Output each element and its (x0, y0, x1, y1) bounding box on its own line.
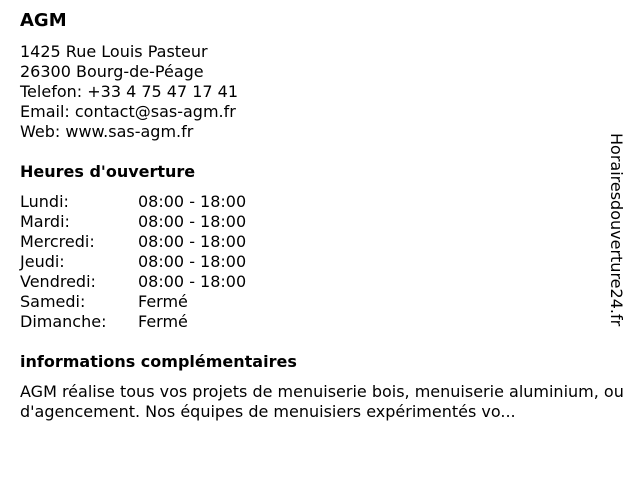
opening-hours-table (20, 192, 620, 332)
business-card (20, 10, 624, 422)
additional-info-heading: informations complémentaires (20, 352, 297, 371)
hours-row-sunday (20, 312, 620, 332)
additional-info-text: AGM réalise tous vos projets de menuiserie bois, menuiserie aluminium, ou d'agencement. Nos équipes de menuisiers expérimentés vo... (20, 382, 624, 421)
address-city: 26300 Bourg-de-Péage (20, 62, 204, 81)
hours-time: 08:00 - 18:00 (138, 272, 247, 291)
hours-row-monday (20, 192, 620, 212)
website: Web: www.sas-agm.fr (20, 122, 194, 141)
contact-block (20, 42, 620, 142)
hours-row-saturday (20, 292, 620, 312)
hours-time: 08:00 - 18:00 (138, 232, 247, 251)
hours-day: Mardi: (20, 212, 70, 231)
company-name: AGM (20, 10, 67, 31)
hours-time: 08:00 - 18:00 (138, 192, 247, 211)
hours-time: Fermé (138, 292, 188, 311)
email-address: Email: contact@sas-agm.fr (20, 102, 236, 121)
hours-day: Vendredi: (20, 272, 96, 291)
hours-time: 08:00 - 18:00 (138, 212, 247, 231)
hours-row-wednesday (20, 232, 620, 252)
hours-row-tuesday (20, 212, 620, 232)
phone-number: Telefon: +33 4 75 47 17 41 (20, 82, 239, 101)
hours-day: Dimanche: (20, 312, 107, 331)
hours-day: Jeudi: (20, 252, 65, 271)
hours-day: Samedi: (20, 292, 86, 311)
hours-time: 08:00 - 18:00 (138, 252, 247, 271)
address-street: 1425 Rue Louis Pasteur (20, 42, 208, 61)
opening-hours-heading: Heures d'ouverture (20, 162, 196, 181)
hours-day: Lundi: (20, 192, 69, 211)
hours-row-thursday (20, 252, 620, 272)
hours-day: Mercredi: (20, 232, 95, 251)
hours-time: Fermé (138, 312, 188, 331)
watermark-text: Horairesdouverture24.fr (607, 133, 626, 327)
watermark (606, 133, 626, 343)
hours-row-friday (20, 272, 620, 292)
